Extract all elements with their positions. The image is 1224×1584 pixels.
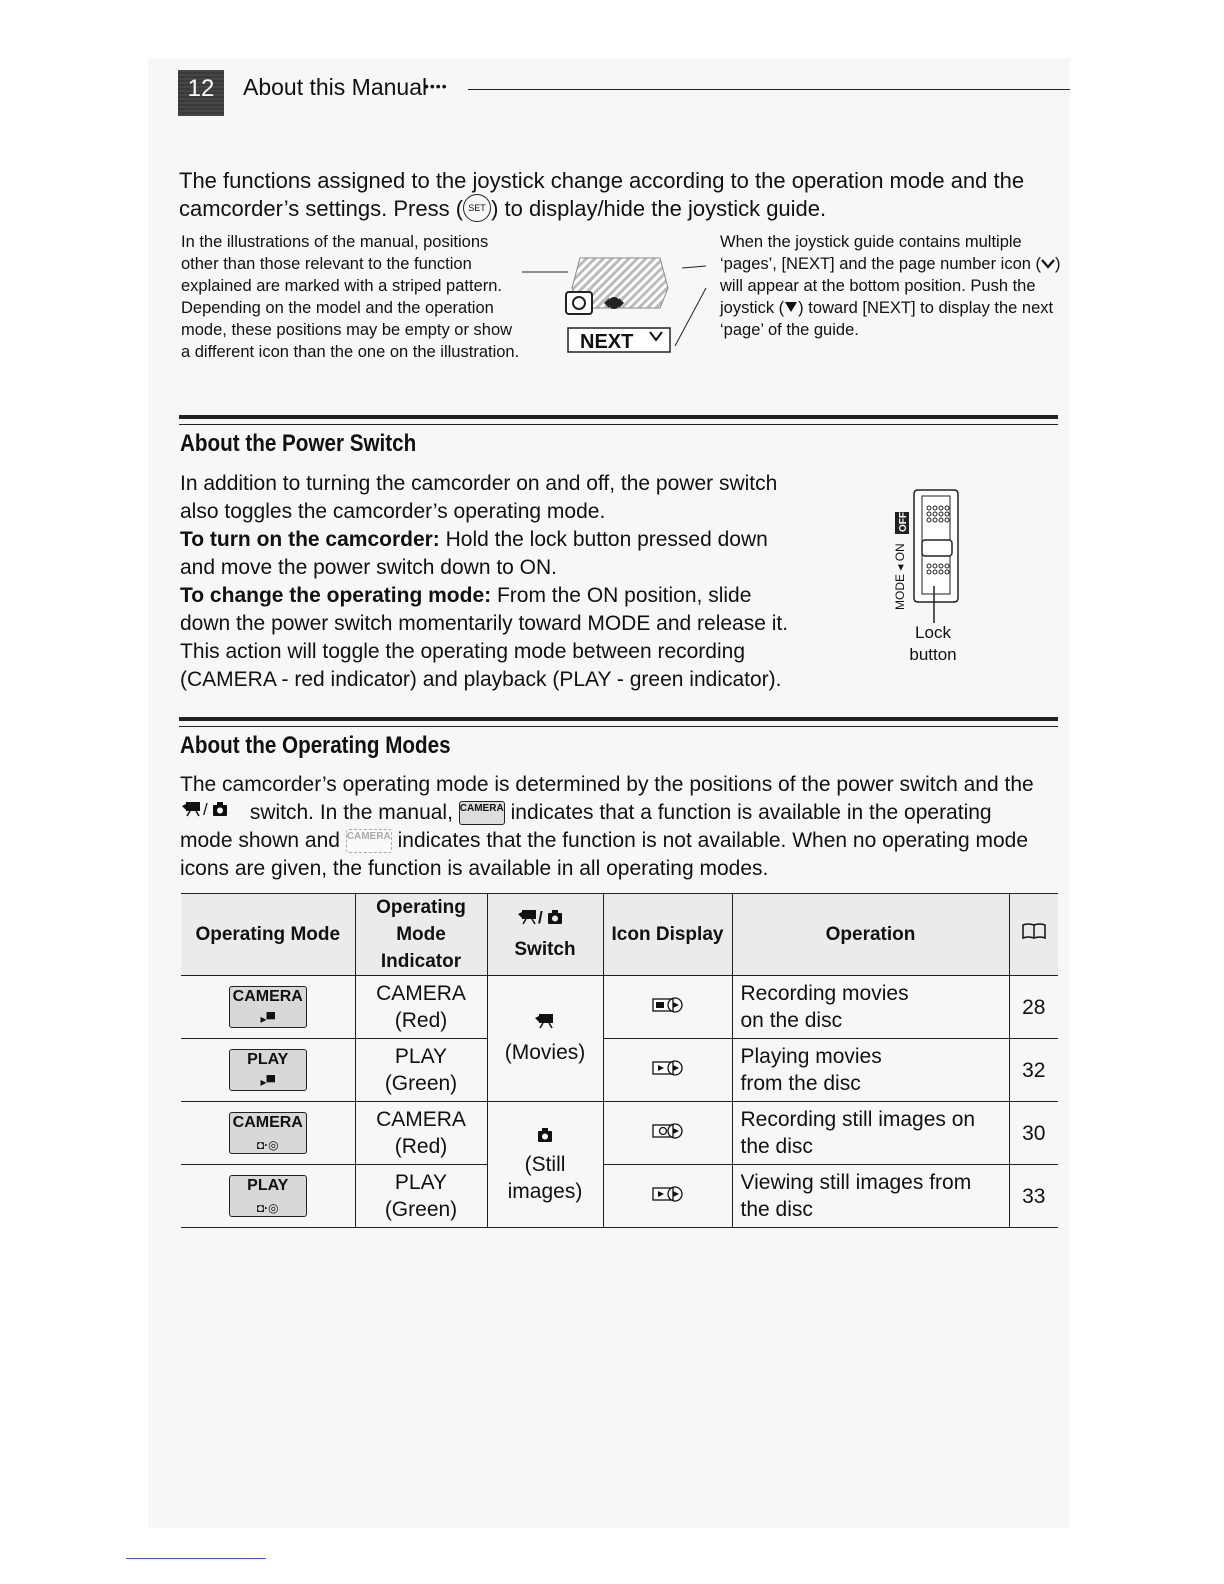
icon-display-cell (603, 1039, 732, 1102)
lock-button-label (898, 622, 968, 666)
page-reference-cell: 28 (1009, 976, 1058, 1039)
page-number-badge: 12 (178, 70, 224, 116)
table-header-row (181, 894, 1058, 976)
next-note-post: ) toward [NEXT] to display the next ‘page’ of the guide. (720, 299, 1054, 339)
next-note-pre: When the joystick guide contains multiple ‘pages’, [NEXT] and the page number icon ( (720, 233, 1042, 273)
modes-para-line-3b: indicates that the function is not available. When no operating mode (391, 829, 1029, 852)
power-switch-off-text: OFF (898, 512, 909, 532)
power-switch-illustration (886, 488, 966, 628)
striped-pattern-note: In the illustrations of the manual, positions other than those relevant to the function explained are marked with a striped pattern. Depending on the model and the operation mode, these positions may be empty or show a different icon than the one on the illustration. (181, 233, 520, 361)
power-section-body (180, 470, 800, 694)
mode-indicator-cell: CAMERA (Red) (355, 976, 487, 1039)
next-page-note (720, 231, 1070, 341)
modes-para-line-3a: mode shown and (180, 829, 346, 852)
operating-mode-cell (181, 976, 355, 1039)
page-reference-cell: 33 (1009, 1165, 1058, 1228)
switch-still-label-2: images) (507, 1180, 583, 1203)
header-icon-display: Icon Display (603, 894, 732, 976)
operation-cell: Recording still images on the disc (732, 1102, 1009, 1165)
switch-cell-still (487, 1102, 603, 1228)
play-still-mode-icon: PLAY ◘·◎ (229, 1175, 307, 1217)
power-section-title: About the Power Switch (180, 430, 417, 457)
operating-mode-cell (181, 1165, 355, 1228)
turn-on-label: To turn on the camcorder: (180, 528, 440, 551)
change-mode-text: From the ON position, slide down the power switch momentarily toward MODE and release it. This action will toggle the operating mode between recording (CAMERA - red indicator) and playback (PLAY - green indicator). (180, 584, 789, 691)
table-row (181, 1102, 1058, 1165)
turn-on-text: Hold the lock button pressed down and move the power switch down to ON. (180, 528, 768, 579)
joystick-down-icon (784, 301, 798, 313)
play-movie-mode-icon: PLAY ▸▀ (229, 1049, 307, 1091)
page-number-chevron-icon (1041, 259, 1055, 269)
modes-para-line-1: The camcorder’s operating mode is determined by the positions of the power switch and the (180, 773, 1034, 796)
mode-indicator-cell: CAMERA (Red) (355, 1102, 487, 1165)
camera-mode-inline-icon: CAMERA (459, 801, 505, 825)
camera-movie-mode-icon: CAMERA ▸▀ (229, 986, 307, 1028)
change-mode-label: To change the operating mode: (180, 584, 492, 607)
power-section-rule (179, 415, 1058, 425)
operating-mode-cell (181, 1102, 355, 1165)
book-reference-icon (1021, 922, 1047, 940)
play-movie-display-icon (651, 1059, 685, 1077)
svg-text:/: / (538, 908, 543, 927)
operation-cell: Recording movies on the disc (732, 976, 1009, 1039)
header-switch: / Switch (487, 894, 603, 976)
operation-cell: Viewing still images from the disc (732, 1165, 1009, 1228)
intro-paragraph (179, 167, 1069, 223)
camera-mode-unavailable-icon: CAMERA (346, 829, 392, 853)
page-reference-cell: 30 (1009, 1102, 1058, 1165)
modes-section-rule (179, 717, 1058, 727)
header-operating-mode: Operating Mode (181, 894, 355, 976)
operating-mode-cell (181, 1039, 355, 1102)
record-still-display-icon (651, 1122, 685, 1140)
lock-label-line-1: Lock (915, 623, 951, 642)
joystick-guide-illustration (510, 248, 720, 358)
power-para-1: In addition to turning the camcorder on and off, the power switch also toggles the camcorder’s operating mode. (180, 472, 778, 523)
table-row (181, 976, 1058, 1039)
movie-still-switch-icon (180, 799, 244, 819)
camera-still-mode-icon: CAMERA ◘·◎ (229, 1112, 307, 1154)
icon-display-cell (603, 976, 732, 1039)
power-switch-mode-text: MODE ◂ ON (893, 543, 907, 610)
table-row (181, 1039, 1058, 1102)
intro-line-2-pre: camcorder’s settings. Press ( (179, 196, 464, 221)
header-rule (468, 89, 1070, 90)
icon-display-cell (603, 1165, 732, 1228)
modes-section-title: About the Operating Modes (180, 732, 451, 759)
movie-icon (533, 1012, 557, 1032)
footer-link-rule (126, 1558, 266, 1559)
svg-text:/: / (203, 800, 208, 819)
table-row (181, 1165, 1058, 1228)
mode-indicator-cell: PLAY (Green) (355, 1165, 487, 1228)
set-button-icon: SET (463, 194, 491, 222)
guide-next-label: NEXT (580, 331, 634, 353)
power-section-title-wrap (180, 430, 455, 458)
switch-movies-label: (Movies) (504, 1040, 586, 1064)
modes-para-line-2a: switch. In the manual, (244, 801, 459, 824)
movie-still-switch-icon (516, 906, 574, 928)
modes-para-line-2b: indicates that a function is available in the operating (504, 801, 992, 824)
header-title: About this Manual (243, 74, 428, 100)
icon-display-cell (603, 1102, 732, 1165)
modes-section-body (180, 771, 1060, 883)
operating-modes-table (181, 893, 1058, 1228)
intro-line-1: The functions assigned to the joystick change according to the operation mode and the (179, 168, 1025, 193)
header-dots: •••• (424, 78, 448, 94)
intro-line-2-post: ) to display/hide the joystick guide. (491, 196, 827, 221)
header-reference (1009, 894, 1058, 976)
operation-cell: Playing movies from the disc (732, 1039, 1009, 1102)
play-still-display-icon (651, 1185, 685, 1203)
header-operation: Operation (732, 894, 1009, 976)
switch-cell-movies (487, 976, 603, 1102)
page-reference-cell: 32 (1009, 1039, 1058, 1102)
still-camera-icon (535, 1126, 555, 1144)
mode-indicator-cell: PLAY (Green) (355, 1039, 487, 1102)
record-movie-display-icon (651, 996, 685, 1014)
switch-still-label-1: (Still (524, 1153, 566, 1176)
modes-para-line-4: icons are given, the function is available in all operating modes. (180, 857, 769, 880)
lock-label-line-2: button (909, 645, 957, 664)
header-mode-indicator: Operating Mode Indicator (355, 894, 487, 976)
modes-section-title-wrap (180, 732, 495, 760)
next-note-mid: ) will appear at the bottom position. Push the joystick ( (720, 255, 1061, 317)
